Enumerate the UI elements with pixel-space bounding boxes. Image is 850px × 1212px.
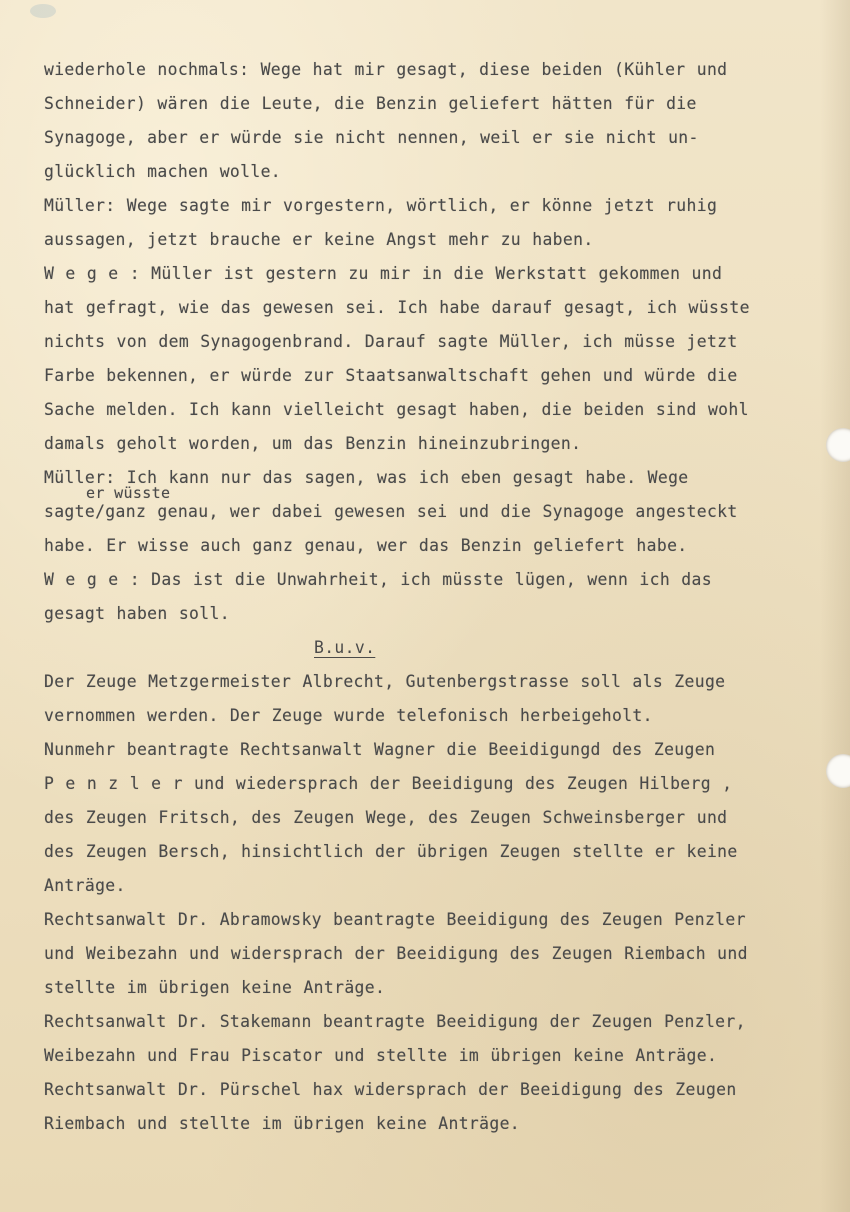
text-line: Nunmehr beantragte Rechtsanwalt Wagner die Beeidigungd des Zeugen [44, 740, 716, 759]
text-line: Synagoge, aber er würde sie nicht nennen, weil er sie nicht un- [44, 128, 699, 147]
text-line: Rechtsanwalt Dr. Pürschel hax widersprach der Beeidigung des Zeugen [44, 1080, 737, 1099]
text-line: sagte/ganz genau, wer dabei gewesen sei und die Synagoge angesteckt [44, 502, 738, 521]
text-line: wiederhole nochmals: Wege hat mir gesagt, diese beiden (Kühler und [44, 60, 728, 79]
text-line: Rechtsanwalt Dr. Stakemann beantragte Beeidigung der Zeugen Penzler, [44, 1012, 746, 1031]
text-line: vernommen werden. Der Zeuge wurde telefonisch herbeigeholt. [44, 706, 653, 725]
text-line: Sache melden. Ich kann vielleicht gesagt haben, die beiden sind wohl [44, 400, 749, 419]
text-line: des Zeugen Fritsch, des Zeugen Wege, des Zeugen Schweinsberger und [44, 808, 728, 827]
text-line: P e n z l e r und wiedersprach der Beeidigung des Zeugen Hilberg , [44, 774, 733, 793]
text-line: gesagt haben soll. [44, 604, 230, 623]
text-line: W e g e : Das ist die Unwahrheit, ich müsste lügen, wenn ich das [44, 570, 712, 589]
text-line: Rechtsanwalt Dr. Abramowsky beantragte Beeidigung des Zeugen Penzler [44, 910, 746, 929]
text-line: und Weibezahn und widersprach der Beeidigung des Zeugen Riembach und [44, 944, 748, 963]
text-line: Müller: Ich kann nur das sagen, was ich eben gesagt habe. Wege [44, 468, 689, 487]
typed-text [44, 53, 804, 1141]
text-line: Schneider) wären die Leute, die Benzin geliefert hätten für die [44, 94, 697, 113]
text-line: des Zeugen Bersch, hinsichtlich der übrigen Zeugen stellte er keine [44, 842, 738, 861]
text-line: Anträge. [44, 876, 126, 895]
text-line: Müller: Wege sagte mir vorgestern, wörtlich, er könne jetzt ruhig [44, 196, 718, 215]
text-line: nichts von dem Synagogenbrand. Darauf sagte Müller, ich müsse jetzt [44, 332, 738, 351]
text-line: hat gefragt, wie das gewesen sei. Ich habe darauf gesagt, ich wüsste [44, 298, 750, 317]
text-line: aussagen, jetzt brauche er keine Angst mehr zu haben. [44, 230, 594, 249]
text-line: glücklich machen wolle. [44, 162, 282, 181]
interlinear-insert: er wüsste [86, 484, 171, 502]
text-line: Riembach und stellte im übrigen keine Anträge. [44, 1114, 521, 1133]
text-line: stellte im übrigen keine Anträge. [44, 978, 386, 997]
text-line: Weibezahn und Frau Piscator und stellte im übrigen keine Anträge. [44, 1046, 718, 1065]
text-line: Der Zeuge Metzgermeister Albrecht, Gutenbergstrasse soll als Zeuge [44, 672, 726, 691]
page-edge-shadow [820, 0, 850, 1212]
text-line: Farbe bekennen, er würde zur Staatsanwaltschaft gehen und würde die [44, 366, 738, 385]
text-line: damals geholt worden, um das Benzin hineinzubringen. [44, 434, 582, 453]
section-heading [44, 631, 804, 665]
corner-stain [30, 4, 56, 18]
section-heading-text: B.u.v. [314, 638, 376, 657]
text-line: W e g e : Müller ist gestern zu mir in die Werkstatt gekommen und [44, 264, 723, 283]
text-line: habe. Er wisse auch ganz genau, wer das Benzin geliefert habe. [44, 536, 688, 555]
